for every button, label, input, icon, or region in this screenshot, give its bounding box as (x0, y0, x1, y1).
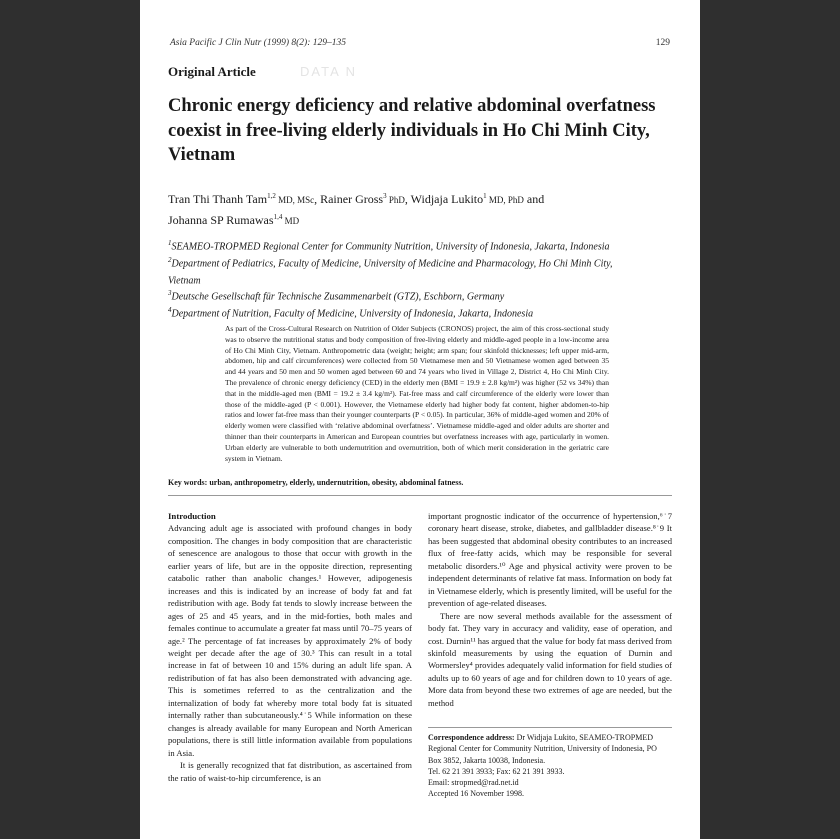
author-name: Tran Thi Thanh Tam (168, 192, 268, 206)
affiliation-text: Department of Pediatrics, Faculty of Medicine, University of Medicine and Pharmacology, Ho Chi Minh City, (171, 258, 613, 270)
author-degree: PhD (386, 195, 405, 205)
author-affil-sup: 3 (383, 192, 387, 200)
article-title: Chronic energy deficiency and relative abdominal overfatness coexist in free-living elderly individuals in Ho Chi Minh City, Vietnam (168, 96, 656, 165)
author-name: Johanna SP Rumawas (168, 213, 274, 227)
author-affil-sup: 1 (483, 192, 487, 200)
affiliation-sup: 1 (168, 239, 172, 247)
affiliation-text: Deutsche Gesellschaft für Technische Zusammenarbeit (GTZ), Eschborn, Germany (171, 291, 505, 303)
section-heading: Introduction (168, 511, 216, 521)
author-list (168, 188, 668, 230)
author-degree: MD, PhD (486, 195, 524, 205)
body-paragraph: It is generally recognized that fat distribution, as ascertained from the ratio of waist-to-hip circumference, is an (168, 760, 412, 783)
body-paragraph: There are now several methods available for the assessment of body fat. They vary in accuracy and validity, ease of operation, and cost. Durnin¹¹ has argued that the value for body fat mass derived from skinfold measurements by using the equation of Durnin and Wormersley⁴ provides adequately valid information for field studies of adults up to 60 years of age and for children down to 10 years of age. More data from beyond these two extremes of age are needed, but the method (428, 610, 672, 708)
keywords: Key words: urban, anthropometry, elderly, undernutrition, obesity, abdominal fatness. (168, 478, 464, 487)
affiliation-text: SEAMEO-TROPMED Regional Center for Community Nutrition, University of Indonesia, Jakarta, Indonesia (171, 241, 610, 253)
correspondence-address: Dr Widjaja Lukito, SEAMEO-TROPMED Regional Center for Community Nutrition, University of Indonesia, PO Box 3852, Jakarta 10038, Indonesia. (428, 733, 657, 765)
section-divider (168, 495, 672, 496)
author-name: Rainer Gross (320, 192, 384, 206)
article-page (140, 0, 700, 839)
author-degree: MD (282, 216, 300, 226)
affiliation-sup: 2 (168, 255, 172, 264)
correspondence-email: Email: stropmed@rad.net.id (428, 778, 519, 788)
correspondence-phone: Tel. 62 21 391 3933; Fax: 62 21 391 3933. (428, 766, 565, 776)
author-affil-sup: 1,4 (273, 213, 283, 221)
affiliation-line (168, 237, 668, 254)
author-degree: MD, MSc (275, 195, 315, 205)
affiliation-line (168, 304, 668, 321)
affiliation-text: Vietnam (168, 274, 201, 286)
affiliation-line (168, 287, 668, 304)
affiliation-sup: 3 (168, 289, 172, 298)
section-label: Original Article (168, 64, 256, 79)
journal-header: Asia Pacific J Clin Nutr (1999) 8(2): 129–135 (170, 38, 346, 48)
affiliation-line (168, 254, 668, 271)
correspondence (428, 732, 672, 800)
footnote-divider (428, 727, 672, 728)
affiliations (168, 237, 668, 321)
author-separator: , (314, 192, 321, 206)
body-column-right (428, 510, 672, 709)
accepted-date: Accepted 16 November 1998. (428, 789, 524, 799)
page-number: 129 (655, 38, 670, 48)
affiliation-line (168, 271, 668, 288)
author-conjunction: and (523, 192, 545, 206)
author-affil-sup: 1,2 (267, 192, 276, 200)
author-name: Widjaja Lukito (410, 192, 484, 206)
body-paragraph: important prognostic indicator of the occurrence of hypertension,⁶˙7 coronary heart disease, stroke, diabetes, and gallbladder disease.⁸˙9 It has been suggested that abdominal obesity contributes to an increased flux of free-fatty acids, which may be responsible for several metabolic disorders.¹⁰ Age and physical activity were proven to be independent determinants of relative fat mass. Information on body fat in Vietnamese elderly, which is presently limited, will be useful for the prevention of age-related diseases. (428, 511, 672, 609)
body-column-left (168, 510, 412, 784)
affiliation-sup: 4 (168, 306, 172, 315)
correspondence-label: Correspondence address: (428, 733, 515, 742)
author-separator: , (404, 192, 411, 206)
affiliation-text: Department of Nutrition, Faculty of Medicine, University of Indonesia, Jakarta, Indonesia (171, 308, 534, 320)
abstract: As part of the Cross-Cultural Research on Nutrition of Older Subjects (CRONOS) project, the aim of this cross-sectional study was to observe the nutritional status and body composition of free-living elderly and middle-aged people in a low-income area of Ho Chi Minh City, Vietnam. Anthropometric data (weight; height; arm span; four skinfold thicknesses; left upper mid-arm, abdomen, hip and calf circumferences) were collected from 50 Vietnamese men and 50 Vietnamese women aged between 35 and 44 years and 50 men and 50 women aged between 60 and 74 years who lived in Village 2, District 4, Ho Chi Minh City. The prevalence of chronic energy deficiency (CED) in the elderly men (BMI = 19.9 ± 2.8 kg/m²) was higher (52 vs 34%) than that in the middle-aged men (BMI = 19.2 ± 3.4 kg/m²). Fat-free mass and calf circumference of the elderly were lower than those of the middle-aged (P < 0.001). However, the Vietnamese elderly had higher body fat content, higher abdomen-to-hip ratios and lower fat-free mass than their younger counterparts (P < 0.05). In particular, 36% of middle-aged women and 20% of elderly women were classified with ‘relative abdominal overfatness’. Vietnamese middle-aged and older adults are shorter and thinner than their counterparts in American and European countries but overfatness increases with age, particularly in women. Urban elderly are vulnerable to both undernutrition and overnutrition, both of which merit consideration in the geriatric care system in Vietnam. (225, 324, 609, 463)
body-paragraph: Advancing adult age is associated with profound changes in body composition. The changes in body composition that are characteristic of senescence are analogous to those that occur with growth in the earlier years of life, but are in the opposite direction, representing catabolic rather than anabolic changes.¹ However, adipogenesis increases and this is indicated by an increase of body fat and fat redistribution with age. Body fat tends to slowly increase between the ages of 25 and 45 years, and in the mid-forties, both males and females continue to accumulate a greater fat mass until 70–75 years of age.² The percentage of fat increases by approximately 2% of body weight per decade after the age of 30.³ This can result in a total increase in fat of between 10 and 15% during an adult life span. A redistribution of fat has also been demonstrated with advancing age. This is sometimes referred to as the centralization and the internalization of body fat whereby more total body fat is situated internally rather than subcutaneously.⁴˙5 While information on these changes is already available for many European and North American populations, there is still little information available from populations in Asia. (168, 523, 412, 758)
watermark-text: DATA N (300, 64, 358, 79)
